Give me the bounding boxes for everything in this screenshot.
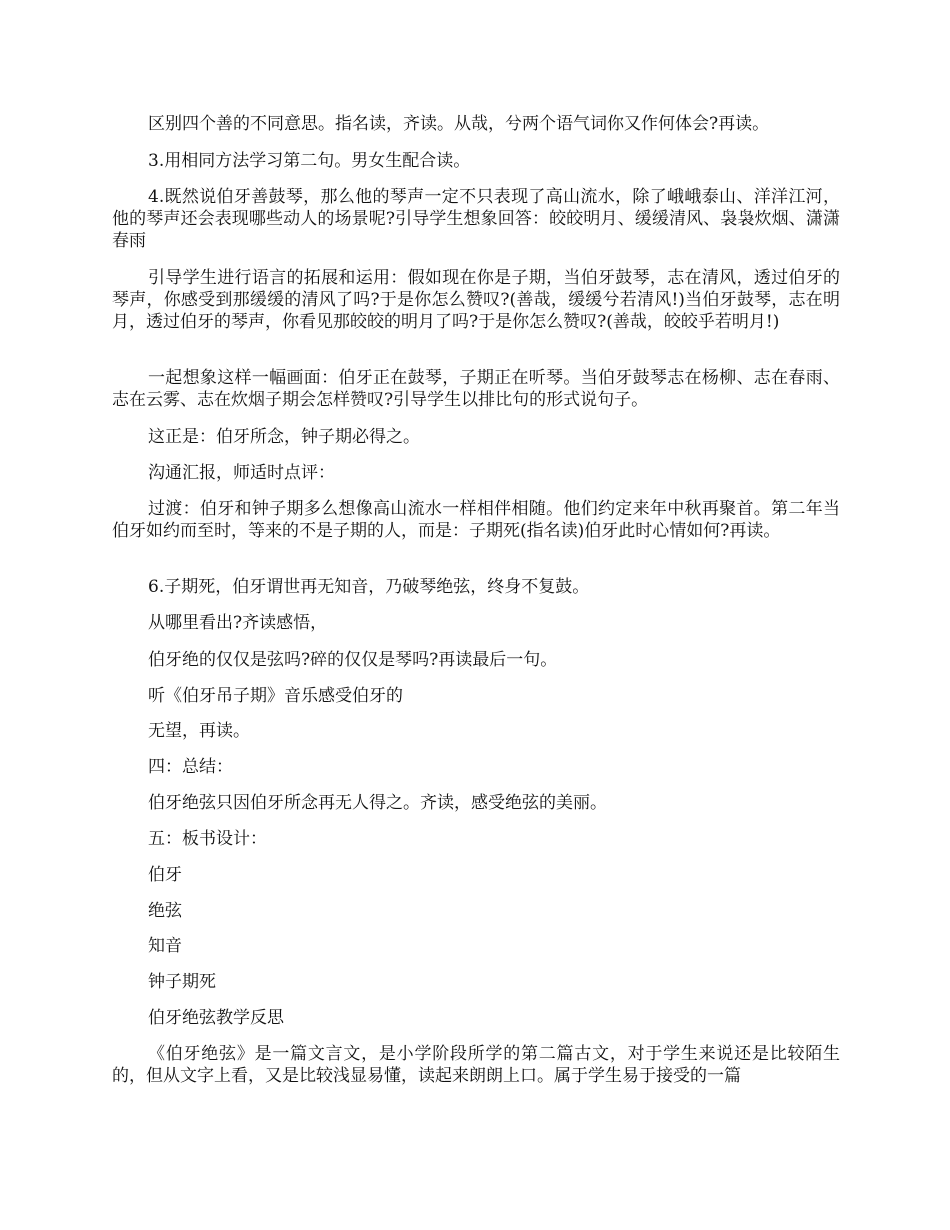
paragraph-5: 一起想象这样一幅画面：伯牙正在鼓琴，子期正在听琴。当伯牙鼓琴志在杨柳、志在春雨、志在云雾、志在炊烟子期会怎样赞叹?引导学生以排比句的形式说句子。 <box>112 368 840 410</box>
paragraph-6: 这正是：伯牙所念，钟子期必得之。 <box>148 427 420 447</box>
paragraph-9: 6.子期死，伯牙谓世再无知音，乃破琴绝弦，终身不复鼓。 <box>148 577 590 597</box>
paragraph-1: 区别四个善的不同意思。指名读，齐读。从哉，兮两个语气词你又作何体会?再读。 <box>148 114 770 134</box>
paragraph-3: 4.既然说伯牙善鼓琴，那么他的琴声一定不只表现了高山流水，除了峨峨泰山、洋洋江河，他的琴声还会表现哪些动人的场景呢?引导学生想象回答：皎皎明月、缓缓清风、袅袅炊烟、潇潇春雨 <box>112 187 840 251</box>
paragraph-2: 3.用相同方法学习第二句。男女生配合读。 <box>148 151 471 171</box>
section-heading-board-design: 五：板书设计： <box>148 829 267 849</box>
board-item-2: 绝弦 <box>148 901 182 921</box>
paragraph-8: 过渡：伯牙和钟子期多么想像高山流水一样相伴相随。他们约定来年中秋再聚首。第二年当伯牙如约而至时，等来的不是子期的人，而是：子期死(指名读)伯牙此时心情如何?再读。 <box>112 499 840 541</box>
board-item-1: 伯牙 <box>148 865 182 885</box>
board-item-3: 知音 <box>148 936 182 956</box>
board-item-4: 钟子期死 <box>148 972 216 992</box>
section-heading-summary: 四：总结： <box>148 757 233 777</box>
paragraph-4: 引导学生进行语言的拓展和运用：假如现在你是子期，当伯牙鼓琴，志在清风，透过伯牙的琴声，你感受到那缓缓的清风了吗?于是你怎么赞叹?(善哉，缓缓兮若清风!)当伯牙鼓琴，志在明月，透过伯牙的琴声，你看见那皎皎的明月了吗?于是你怎么赞叹?(善哉，皎皎乎若明月!) <box>112 268 840 332</box>
paragraph-12: 听《伯牙吊子期》音乐感受伯牙的 <box>148 686 403 706</box>
paragraph-11: 伯牙绝的仅仅是弦吗?碎的仅仅是琴吗?再读最后一句。 <box>148 650 558 670</box>
paragraph-7: 沟通汇报，师适时点评： <box>148 463 335 483</box>
paragraph-10: 从哪里看出?齐读感悟， <box>148 613 328 633</box>
paragraph-13: 无望，再读。 <box>148 721 250 741</box>
paragraph-15: 《伯牙绝弦》是一篇文言文，是小学阶段所学的第二篇古文，对于学生来说还是比较陌生的，但从文字上看，又是比较浅显易懂，读起来朗朗上口。属于学生易于接受的一篇 <box>112 1044 840 1086</box>
reflection-title: 伯牙绝弦教学反思 <box>148 1008 284 1028</box>
paragraph-14: 伯牙绝弦只因伯牙所念再无人得之。齐读，感受绝弦的美丽。 <box>148 793 607 813</box>
